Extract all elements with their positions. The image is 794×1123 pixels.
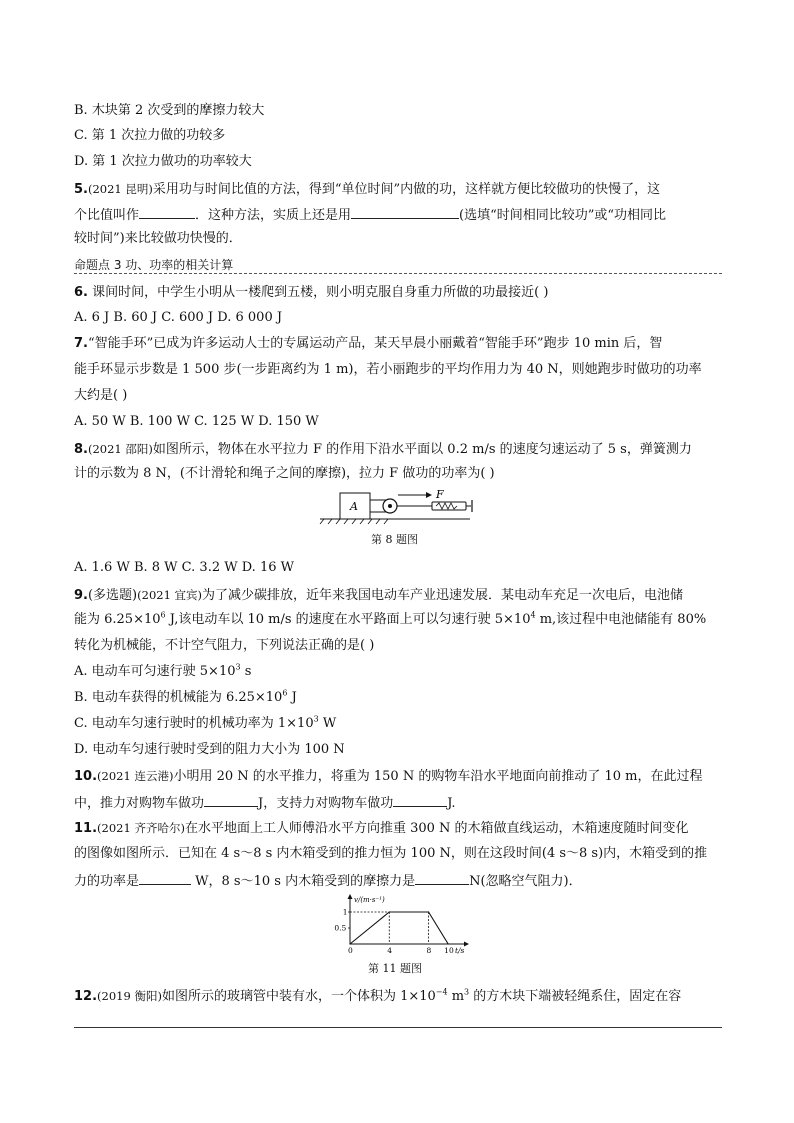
q10-source: (2021 连云港): [97, 769, 174, 783]
q12-text-b: m: [447, 989, 465, 1004]
q9-exp-a: 6: [160, 610, 166, 620]
chart-guides: [350, 912, 429, 944]
q9-text-b: J,该电动车以 10 m/s 的速度在水平路面上可以匀速行驶 5×10: [165, 612, 531, 627]
q11-vt-chart: [328, 894, 478, 954]
q11-text: 在水平地面上工人师傅沿水平方向推重 300 N 的木箱做直线运动，木箱速度随时间变化: [184, 821, 689, 836]
q10-number: 10.: [74, 769, 98, 784]
q5-text-a: 个比值叫作: [74, 208, 140, 223]
q9-text: 为了减少碳排放，近年来我国电动车产业迅速发展．某电动车充足一次电后，电池储: [202, 588, 684, 603]
q9-opt-a-exp: 3: [235, 662, 241, 672]
q11-line1: [74, 819, 724, 838]
q8-spring-scale: [432, 502, 466, 510]
q7-text: “智能手环”已成为许多运动人士的专属运动产品，某天早晨小丽戴着“智能手环”跑步 10 min 后，智: [87, 336, 663, 351]
q8-block-label: A: [350, 500, 358, 513]
q6-options: A. 6 J B. 60 J C. 600 J D. 6 000 J: [74, 310, 283, 325]
q11-line2: 的图像如图所示．已知在 4 s～8 s 内木箱受到的推力恒为 100 N，则在这段时间(4 s～8 s)内，木箱受到的推: [74, 846, 708, 861]
velocity-point-10: [448, 943, 449, 944]
q9-tag: (多选题): [87, 588, 138, 603]
q11-line3: [74, 871, 724, 891]
q6-text: 课间时间，中学生小明从一楼爬到五楼，则小明克服自身重力所做的功最接近( ): [92, 285, 549, 300]
q11-caption: 第 11 题图: [368, 962, 422, 975]
q8-options: A. 1.6 W B. 8 W C. 3.2 W D. 16 W: [74, 560, 294, 575]
q10-line1: [74, 767, 724, 786]
x-axis-label: t/s: [455, 946, 465, 954]
q10-text-a: 中，推力对购物车做功: [74, 796, 205, 811]
y-axis-arrow: [348, 894, 353, 899]
y-tick-1: 1: [342, 907, 348, 917]
q8-text: 如图所示，物体在水平拉力 F 的作用下沿水平面以 0.2 m/s 的速度匀速运动了 5 s，弹簧测力: [152, 442, 692, 457]
velocity-point-8: [428, 911, 429, 912]
q9-text-c: m,该过程中电池储能有 80%: [535, 612, 707, 627]
velocity-point-4: [389, 911, 390, 912]
q7-line1: [74, 335, 724, 353]
x-axis-arrow: [464, 942, 469, 947]
q12-line1: [74, 987, 724, 1006]
q9-opt-c-unit: W: [318, 716, 337, 731]
q9-option-d: D. 电动车匀速行驶时受到的阻力大小为 100 N: [74, 742, 345, 757]
q12-text-a: 如图所示的玻璃管中装有水，一个体积为 1×10: [161, 989, 436, 1004]
velocity-line: [350, 912, 448, 944]
q11-source: (2021 齐齐哈尔): [97, 821, 185, 835]
q5-line3: 较时间”)来比较做功快慢的．: [74, 231, 242, 246]
q11-text-b: W，8 s～10 s 内木箱受到的摩擦力是: [191, 874, 416, 889]
chart-tick-labels: [334, 908, 454, 955]
q12-exp-2: 3: [464, 987, 470, 997]
q5-blank-2[interactable]: [351, 205, 459, 219]
q9-opt-a-unit: s: [240, 664, 252, 679]
chart-axes: [348, 894, 470, 954]
q9-line3: 转化为机械能，不计空气阻力，下列说法正确的是( ): [74, 638, 375, 653]
q9-opt-b-unit: J: [287, 690, 297, 705]
q10-blank-2[interactable]: [393, 793, 447, 807]
q9-number: 9.: [74, 588, 88, 603]
q12-source: (2019 衡阳): [97, 989, 162, 1003]
q8-force-arrowhead: [426, 492, 432, 498]
page-footer-rule: [74, 1027, 722, 1028]
q7-number: 7.: [74, 336, 88, 351]
q10-text-b: J，支持力对购物车做功: [258, 796, 394, 811]
q9-opt-c-exp: 3: [313, 714, 319, 724]
velocity-point-0: [349, 943, 350, 944]
chart-series: [349, 911, 448, 944]
x-tick-8: 8: [426, 946, 432, 954]
y-axis-label: v/(m·s⁻¹): [354, 896, 385, 904]
q11-text-a: 力的功率是: [74, 874, 140, 889]
q11-blank-1[interactable]: [139, 871, 191, 885]
q8-ground-hatch: [320, 519, 388, 524]
q8-number: 8.: [74, 442, 88, 457]
q9-exp-b: 4: [530, 610, 536, 620]
q5-text-c: (选填“时间相同比较功”或“功相同比: [459, 208, 667, 223]
q4-option-b: B. 木块第 2 次受到的摩擦力较大: [74, 103, 265, 118]
x-tick-10: 10: [444, 946, 454, 954]
q9-opt-c-text: C. 电动车匀速行驶时的机械功率为 1×10: [74, 716, 314, 731]
q9-option-a: [74, 663, 724, 681]
q8-pulley-axle: [388, 504, 392, 508]
q5-number: 5.: [74, 182, 88, 197]
q9-opt-b-exp: 6: [282, 688, 288, 698]
q5-text-b: ．这种方法，实质上还是用: [195, 208, 352, 223]
q9-option-c: [74, 715, 724, 733]
q4-option-d: D. 第 1 次拉力做功的功率较大: [74, 154, 252, 169]
q8-caption: 第 8 题图: [371, 533, 418, 546]
q7-options: A. 50 W B. 100 W C. 125 W D. 150 W: [74, 414, 319, 429]
q5-line2: [74, 205, 724, 225]
q6-number: 6.: [74, 285, 88, 300]
q7-line3: 大约是( ): [74, 388, 128, 403]
q10-text: 小明用 20 N 的水平推力，将重为 150 N 的购物车沿水平地面向前推动了 10 m，在此过程: [173, 769, 703, 784]
q9-source: (2021 宜宾): [137, 588, 203, 602]
y-tick-0.5: 0.5: [334, 923, 347, 933]
q10-line2: [74, 793, 724, 813]
q6-line1: [74, 284, 724, 302]
q5-source: (2021 昆明): [87, 182, 153, 196]
q11-number: 11.: [74, 821, 98, 836]
q8-source: (2021 邵阳): [87, 442, 153, 456]
q9-text-a: 能为 6.25×10: [74, 612, 161, 627]
q8-figure: [318, 483, 478, 525]
x-tick-4: 4: [387, 946, 393, 954]
q9-line2: [74, 611, 724, 629]
q9-line1: [74, 586, 724, 605]
q8-line1: [74, 440, 724, 459]
q12-number: 12.: [74, 989, 98, 1004]
q9-opt-b-text: B. 电动车获得的机械能为 6.25×10: [74, 690, 283, 705]
q11-blank-2[interactable]: [415, 871, 469, 885]
x-tick-0: 0: [348, 946, 353, 954]
q4-option-c: C. 第 1 次拉力做的功较多: [74, 128, 226, 143]
q7-line2: 能手环显示步数是 1 500 步(一步距离约为 1 m)，若小丽跑步的平均作用力为 40 N，则她跑步时做功的功率: [74, 362, 702, 377]
q9-option-b: [74, 689, 724, 707]
q12-exp-1: −4: [435, 987, 448, 997]
q11-text-c: N(忽略空气阻力)．: [469, 874, 582, 889]
q8-force-label: F: [436, 488, 444, 501]
q12-text-c: 的方木块下端被轻绳系住，固定在容: [469, 989, 682, 1004]
q8-line2: 计的示数为 8 N，(不计滑轮和绳子之间的摩擦)，拉力 F 做功的功率为( ): [74, 466, 495, 481]
q5-line1: [74, 180, 724, 199]
section-heading: 命题点 3 功、功率的相关计算: [74, 257, 722, 274]
q10-blank-1[interactable]: [204, 793, 258, 807]
q5-blank-1[interactable]: [139, 205, 195, 219]
q9-opt-a-text: A. 电动车可匀速行驶 5×10: [74, 664, 236, 679]
q5-text: 采用功与时间比值的方法，得到“单位时间”内做的功，这样就方便比较做功的快慢了，这: [152, 182, 661, 197]
q10-text-c: J.: [447, 796, 456, 811]
